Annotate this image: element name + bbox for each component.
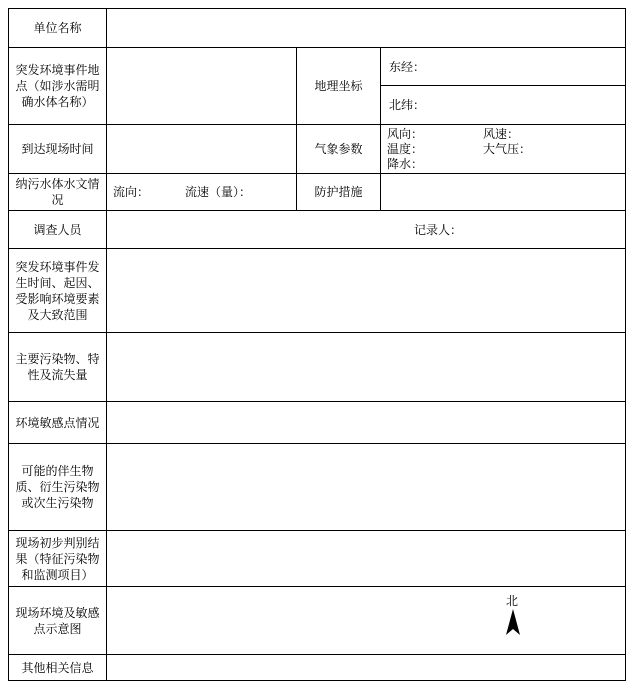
wind-direction-label: 风向：: [387, 126, 424, 141]
receiving-water-label: 纳污水体水文情况: [9, 174, 107, 211]
event-description-field[interactable]: [107, 249, 626, 333]
row-sketch: [9, 587, 626, 655]
protection-measures-field[interactable]: [381, 174, 626, 211]
hydrology-field[interactable]: [107, 174, 297, 211]
unit-name-label: 单位名称: [9, 9, 107, 48]
sensitive-points-label: 环境敏感点情况: [9, 402, 107, 444]
location-label: 突发环境事件地点（如涉水需明确水体名称）: [9, 48, 107, 125]
temperature-label: 温度：: [387, 141, 424, 156]
protection-measures-label: 防护措施: [297, 174, 381, 211]
pollutants-label: 主要污染物、特性及流失量: [9, 333, 107, 402]
sensitive-points-field[interactable]: [107, 402, 626, 444]
row-judgment: [9, 531, 626, 587]
row-pollutants: [9, 333, 626, 402]
byproducts-label: 可能的伴生物质、衍生污染物或次生污染物: [9, 444, 107, 531]
sketch-canvas: [107, 587, 625, 654]
byproducts-field[interactable]: [107, 444, 626, 531]
weather-line-1: [387, 127, 625, 142]
north-arrow-icon: [505, 609, 521, 635]
flow-direction-label: 流向：: [113, 185, 150, 199]
arrival-time-label: 到达现场时间: [9, 125, 107, 174]
pollutants-field[interactable]: [107, 333, 626, 402]
longitude-label: 东经：: [389, 59, 426, 74]
recorder-label: 记录人：: [414, 222, 463, 237]
precipitation-label: 降水：: [387, 156, 424, 171]
longitude-field[interactable]: [381, 48, 626, 86]
event-description-label: 突发环境事件发生时间、起因、受影响环境要素及大致范围: [9, 249, 107, 333]
row-arrival-weather: [9, 125, 626, 174]
row-unit-name: [9, 9, 626, 48]
north-label: 北: [506, 594, 519, 608]
row-event-description: [9, 249, 626, 333]
sketch-area[interactable]: [107, 587, 626, 655]
investigator-label: 调查人员: [9, 211, 107, 249]
judgment-field[interactable]: [107, 531, 626, 587]
investigator-field[interactable]: [107, 211, 626, 249]
flow-speed-label: 流速（量）：: [185, 185, 252, 199]
unit-name-field[interactable]: [107, 9, 626, 48]
other-info-field[interactable]: [107, 655, 626, 681]
row-investigator: [9, 211, 626, 249]
weather-params-field[interactable]: [381, 125, 626, 174]
row-location-a: [9, 48, 626, 86]
row-other-info: [9, 655, 626, 681]
wind-speed-label: 风速：: [483, 126, 520, 141]
arrival-time-field[interactable]: [107, 125, 297, 174]
weather-line-2: [387, 142, 625, 157]
incident-survey-form: [8, 8, 626, 681]
row-byproducts: [9, 444, 626, 531]
sketch-label: 现场环境及敏感点示意图: [9, 587, 107, 655]
weather-params-label: 气象参数: [297, 125, 381, 174]
row-hydrology: [9, 174, 626, 211]
pressure-label: 大气压：: [483, 141, 532, 156]
other-info-label: 其他相关信息: [9, 655, 107, 681]
judgment-label: 现场初步判别结果（特征污染物和监测项目）: [9, 531, 107, 587]
location-field[interactable]: [107, 48, 297, 125]
row-sensitive-points: [9, 402, 626, 444]
latitude-label: 北纬：: [389, 98, 426, 112]
geo-coordinates-label: 地理坐标: [297, 48, 381, 125]
latitude-field[interactable]: [381, 86, 626, 125]
